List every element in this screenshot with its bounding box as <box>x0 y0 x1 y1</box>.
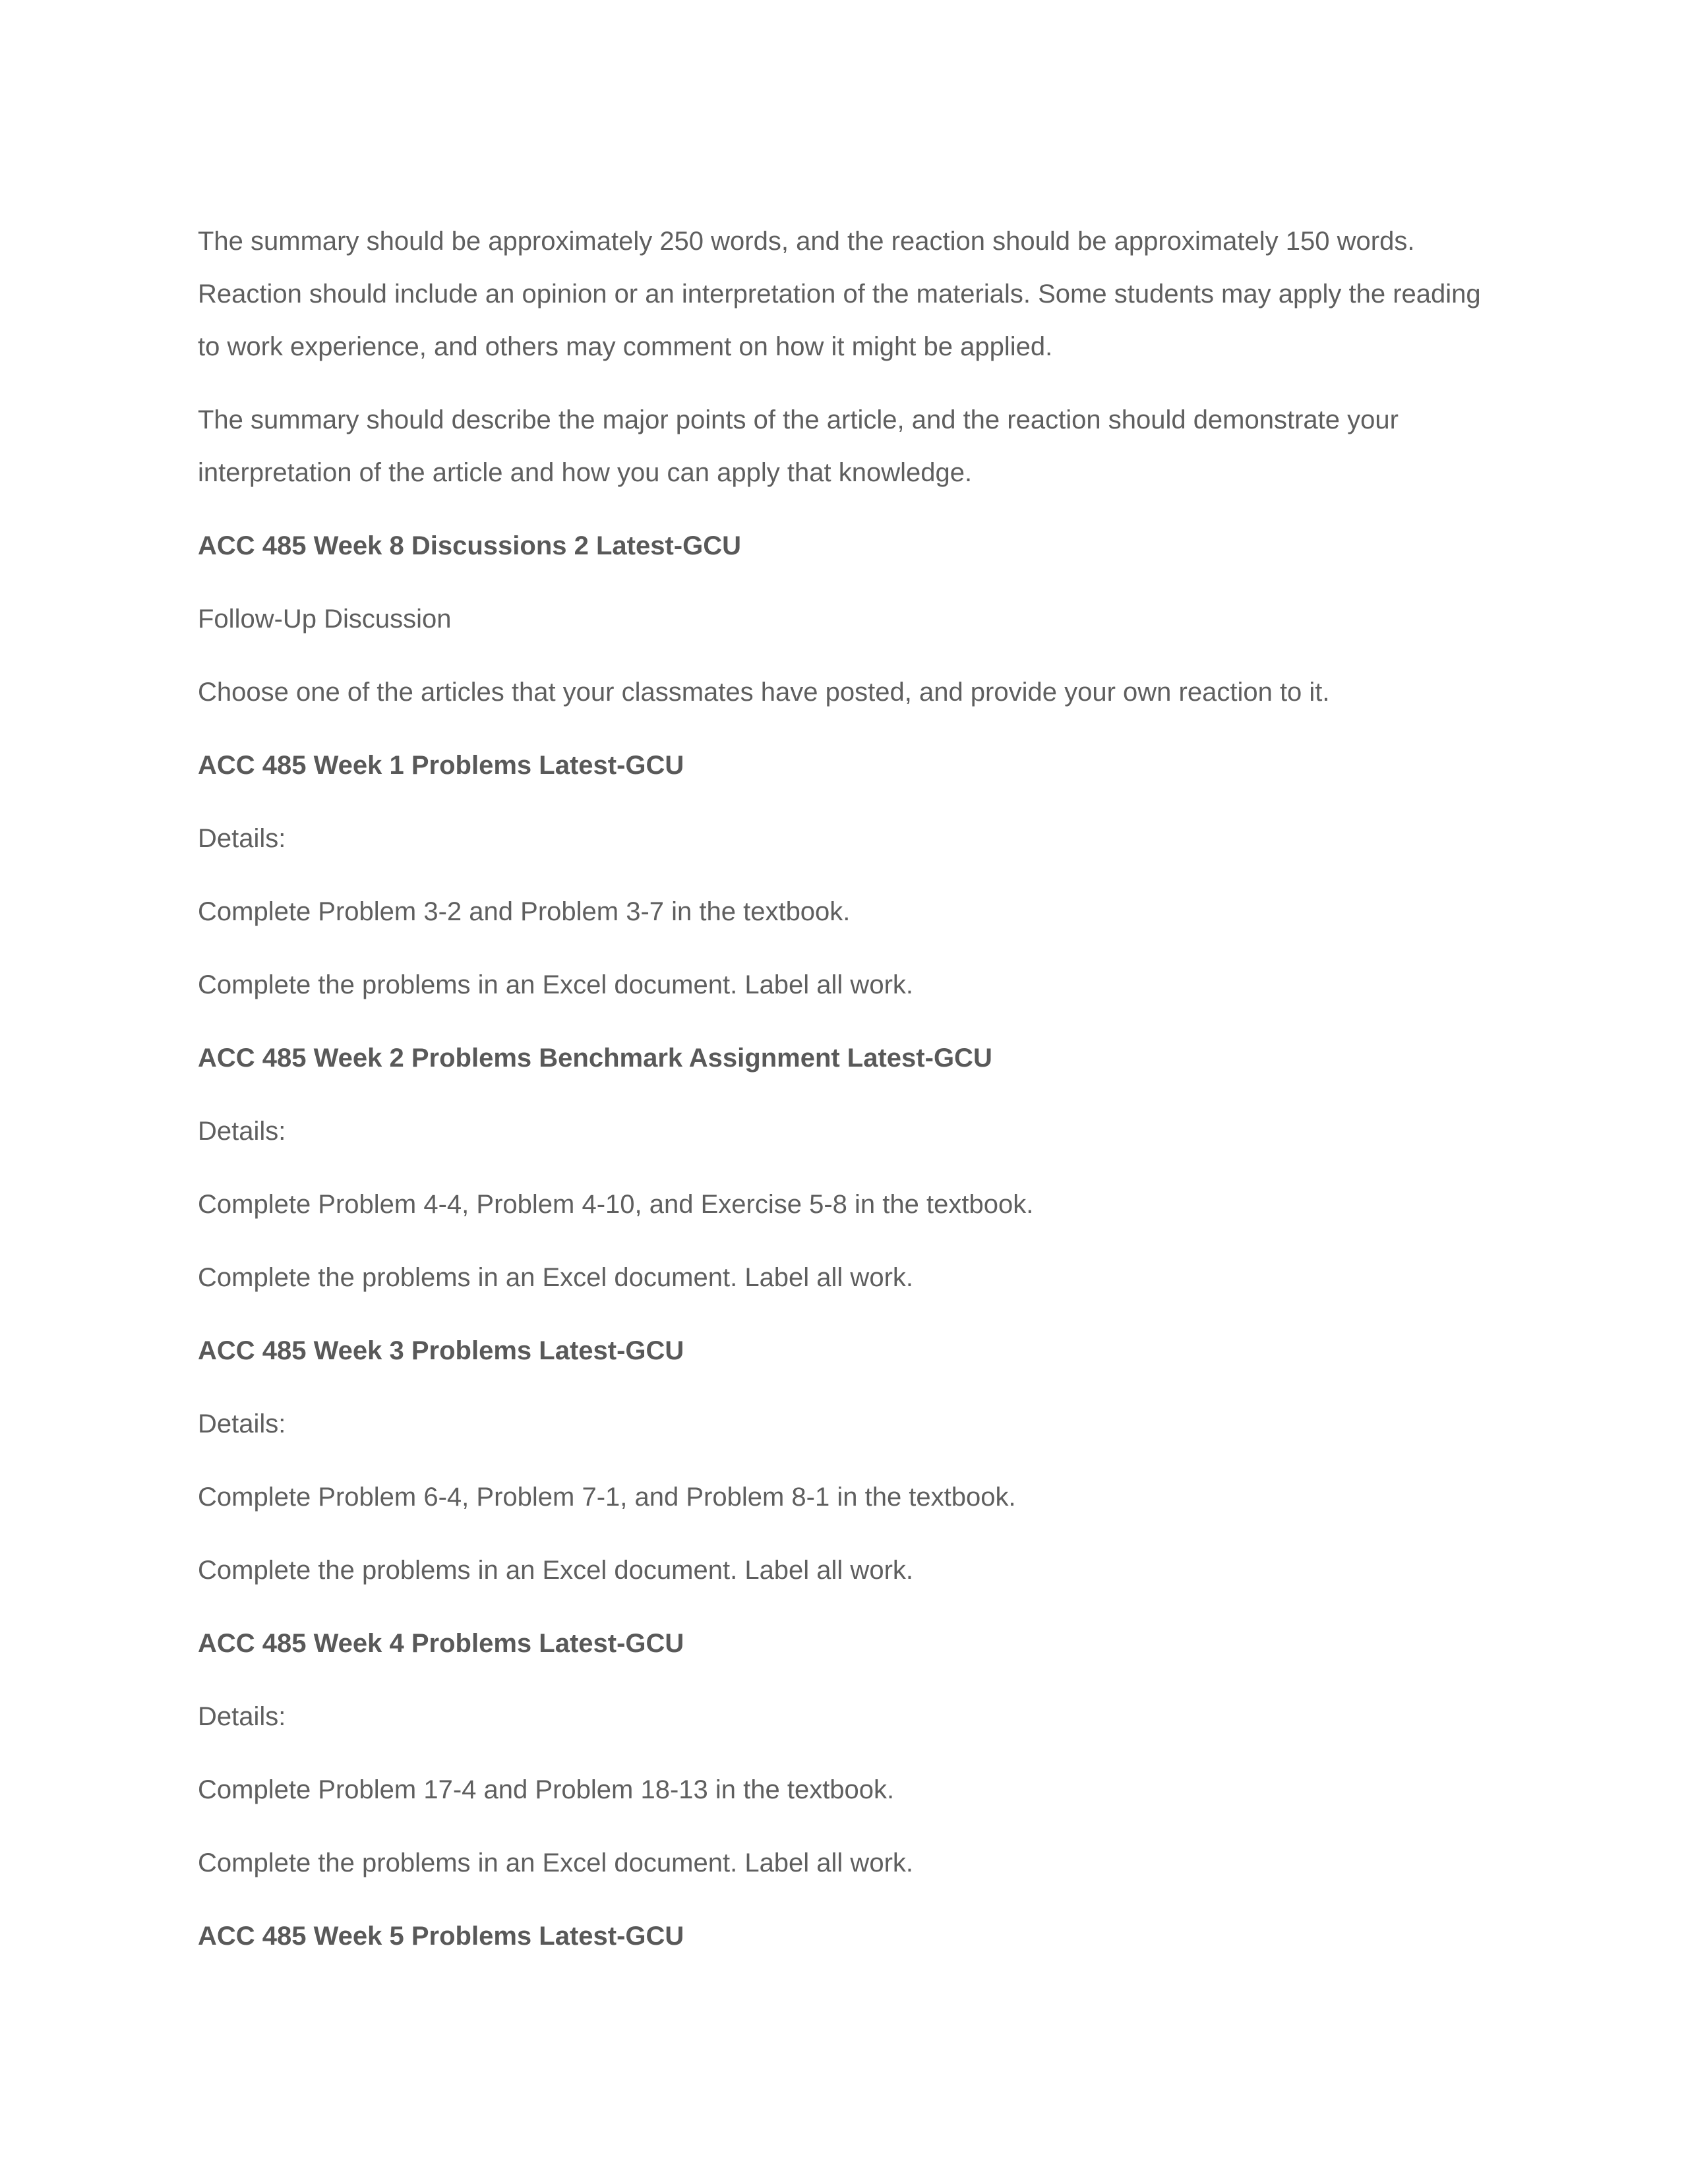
paragraph-follow-up: Follow-Up Discussion <box>198 605 452 634</box>
heading-week-1-problems: ACC 485 Week 1 Problems Latest-GCU <box>198 751 684 780</box>
paragraph-excel-instructions: Complete the problems in an Excel document. Label all work. <box>198 1848 913 1877</box>
document-body <box>198 215 1503 1983</box>
heading-week-8-discussions: ACC 485 Week 8 Discussions 2 Latest-GCU <box>198 531 742 560</box>
paragraph-summary-length: The summary should be approximately 250 words, and the reaction should be approximately 150 words. Reaction should include an opinion or an interpretation of the materials. Some students may apply the reading to work experience, and others may comment on how it might be applied. <box>198 227 1481 361</box>
paragraph-problem-instructions: Complete Problem 3-2 and Problem 3-7 in the textbook. <box>198 897 851 926</box>
paragraph-excel-instructions: Complete the problems in an Excel document. Label all work. <box>198 1556 913 1585</box>
heading-week-5-problems: ACC 485 Week 5 Problems Latest-GCU <box>198 1922 684 1951</box>
heading-week-3-problems: ACC 485 Week 3 Problems Latest-GCU <box>198 1336 684 1365</box>
paragraph-problem-instructions: Complete Problem 6-4, Problem 7-1, and Problem 8-1 in the textbook. <box>198 1483 1016 1512</box>
paragraph-problem-instructions: Complete Problem 4-4, Problem 4-10, and Exercise 5-8 in the textbook. <box>198 1190 1034 1219</box>
paragraph-excel-instructions: Complete the problems in an Excel document. Label all work. <box>198 970 913 999</box>
paragraph-summary-description: The summary should describe the major points of the article, and the reaction should demonstrate your interpretation of the article and how you can apply that knowledge. <box>198 405 1399 487</box>
paragraph-choose-article: Choose one of the articles that your classmates have posted, and provide your own reaction to it. <box>198 678 1330 707</box>
paragraph-details: Details: <box>198 1702 286 1731</box>
heading-week-2-problems: ACC 485 Week 2 Problems Benchmark Assignment Latest-GCU <box>198 1044 992 1073</box>
paragraph-excel-instructions: Complete the problems in an Excel document. Label all work. <box>198 1263 913 1292</box>
heading-week-4-problems: ACC 485 Week 4 Problems Latest-GCU <box>198 1629 684 1658</box>
paragraph-details: Details: <box>198 1117 286 1146</box>
paragraph-details: Details: <box>198 1409 286 1438</box>
paragraph-problem-instructions: Complete Problem 17-4 and Problem 18-13 in the textbook. <box>198 1775 895 1804</box>
paragraph-details: Details: <box>198 824 286 853</box>
